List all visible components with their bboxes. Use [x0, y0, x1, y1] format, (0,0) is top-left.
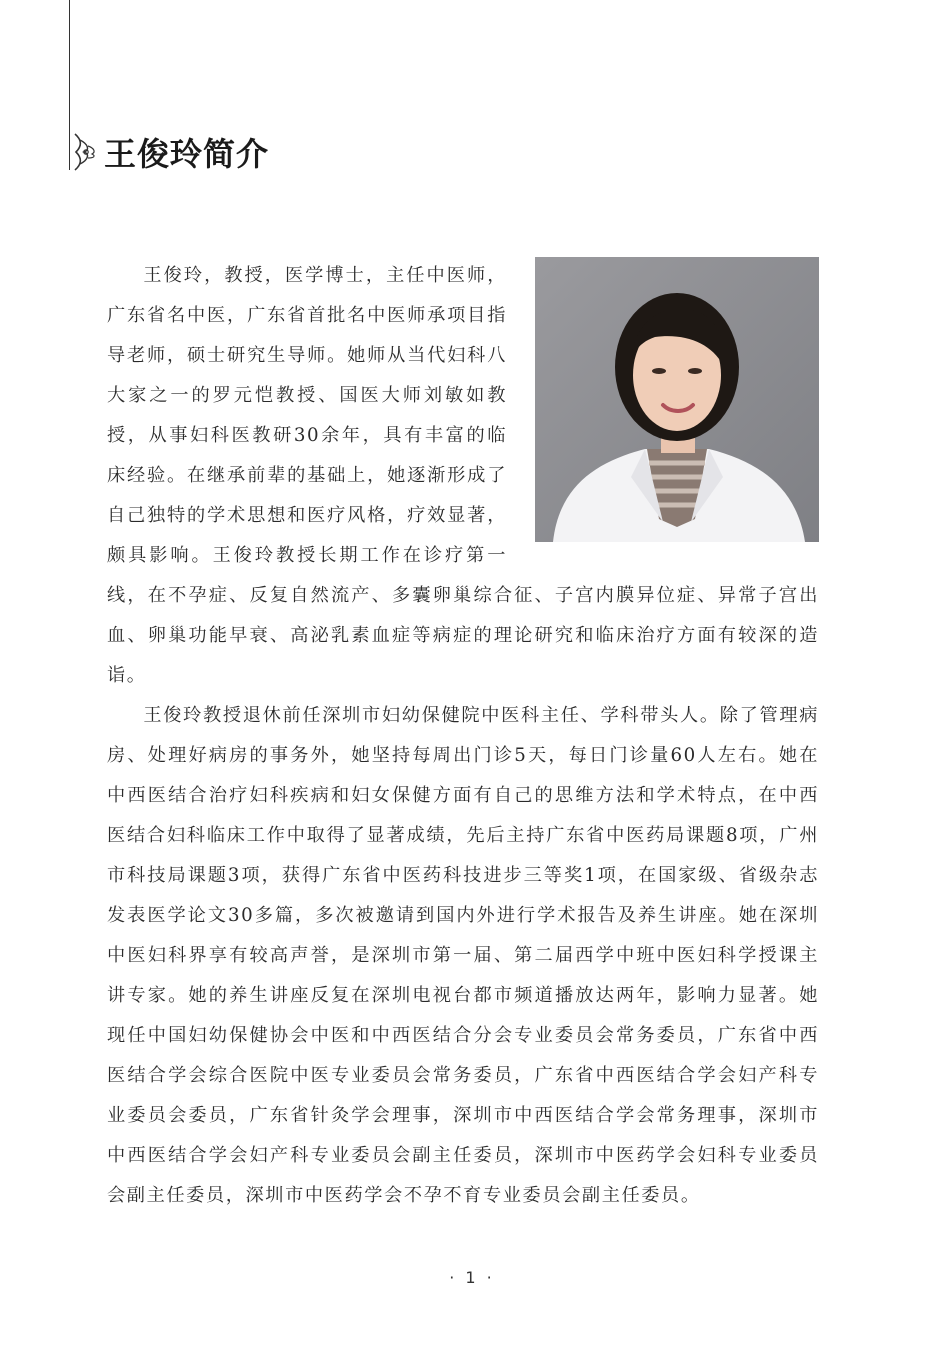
margin-rule	[69, 0, 70, 170]
biography-text	[107, 256, 819, 1216]
paragraph-1: 王俊玲，教授，医学博士，主任中医师，广东省名中医，广东省首批名中医师承项目指导老师，硕士研究生导师。她师从当代妇科八大家之一的罗元恺教授、国医大师刘敏如教授，从事妇科医教研30余年，具有丰富的临床经验。在继承前辈的基础上，她逐渐形成了自己独特的学术思想和医疗风格，疗效显著，颇具影响。王俊玲教授长期工作在诊疗第一线，在不孕症、反复自然流产、多囊卵巢综合征、子宫内膜异位症、异常子宫出血、卵巢功能早衰、高泌乳素血症等病症的理论研究和临床治疗方面有较深的造诣。	[107, 265, 819, 686]
page-title: 王俊玲简介	[104, 135, 270, 173]
scroll-ornament-icon	[72, 130, 98, 174]
page-number: · 1 ·	[449, 1268, 495, 1287]
portrait-photo	[535, 257, 819, 542]
title-row	[72, 128, 269, 176]
paragraph-2: 王俊玲教授退休前任深圳市妇幼保健院中医科主任、学科带头人。除了管理病房、处理好病房的事务外，她坚持每周出门诊5天，每日门诊量60人左右。她在中西医结合治疗妇科疾病和妇女保健方面有自己的思维方法和学术特点，在中西医结合妇科临床工作中取得了显著成绩，先后主持广东省中医药局课题8项，广州市科技局课题3项，获得广东省中医药科技进步三等奖1项，在国家级、省级杂志发表医学论文30多篇，多次被邀请到国内外进行学术报告及养生讲座。她在深圳中医妇科界享有较高声誉，是深圳市第一届、第二届西学中班中医妇科学授课主讲专家。她的养生讲座反复在深圳电视台都市频道播放达两年，影响力显著。她现任中国妇幼保健协会中医和中西医结合分会专业委员会常务委员，广东省中西医结合学会综合医院中医专业委员会常务委员，广东省中西医结合学会妇产科专业委员会委员，广东省针灸学会理事，深圳市中西医结合学会常务理事，深圳市中西医结合学会妇产科专业委员会副主任委员，深圳市中医药学会妇科专业委员会副主任委员，深圳市中医药学会不孕不育专业委员会副主任委员。	[107, 705, 819, 1206]
